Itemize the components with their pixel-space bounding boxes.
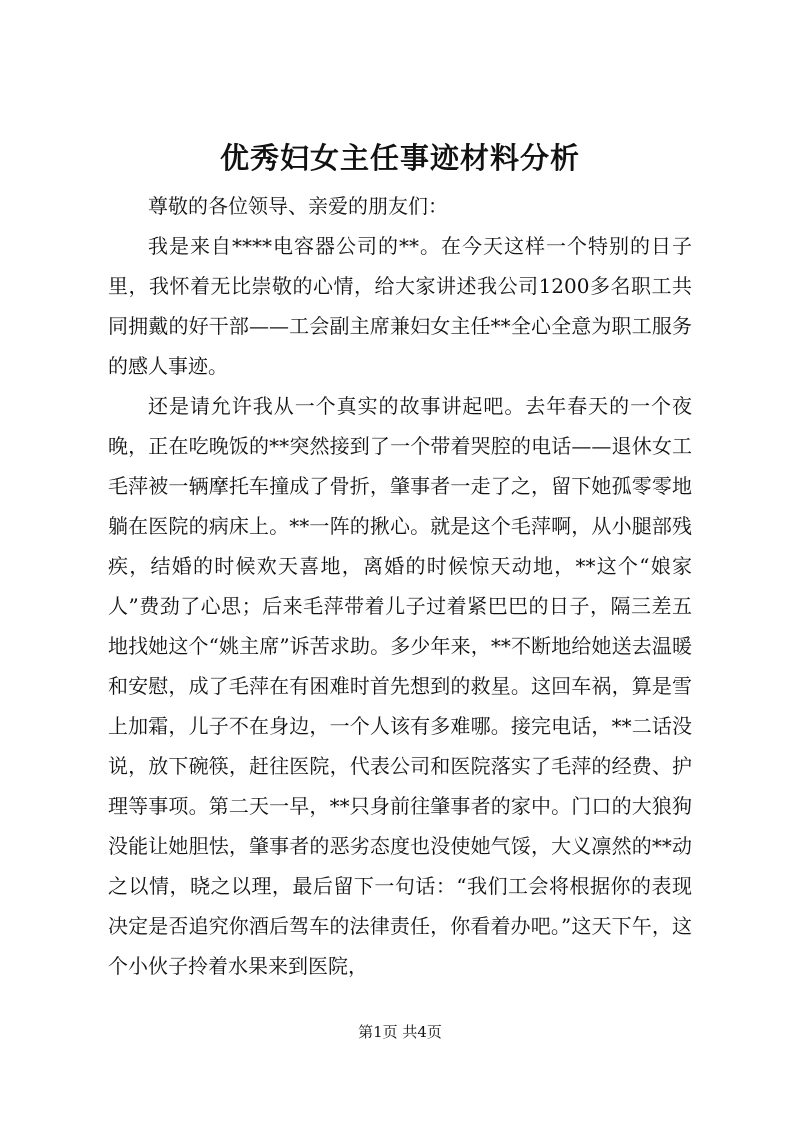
- story-paragraph: 还是请允许我从一个真实的故事讲起吧。去年春天的一个夜晚，正在吃晚饭的**突然接到了一个带着哭腔的电话——退休女工毛萍被一辆摩托车撞成了骨折，肇事者一走了之，留下她孤零零地躺在医院的病床上。**一阵的揪心。就是这个毛萍啊，从小腿部残疾，结婚的时候欢天喜地，离婚的时候惊天动地，**这个“娘家人”费劲了心思；后来毛萍带着儿子过着紧巴巴的日子，隔三差五地找她这个“姚主席”诉苦求助。多少年来，**不断地给她送去温暖和安慰，成了毛萍在有困难时首先想到的救星。这回车祸，算是雪上加霜，儿子不在身边，一个人该有多难哪。接完电话，**二话没说，放下碗筷，赶往医院，代表公司和医院落实了毛萍的经费、护理等事项。第二天一早，**只身前往肇事者的家中。门口的大狼狗没能让她胆怯，肇事者的恶劣态度也没使她气馁，大义凛然的**动之以情，晓之以理，最后留下一句话：“我们工会将根据你的表现决定是否追究你酒后驾车的法律责任，你看着办吧。”这天下午，这个小伙子拎着水果来到医院，: [108, 394, 692, 978]
- page-footer: 第1页 共4页: [358, 1023, 442, 1041]
- document-body: [108, 186, 692, 986]
- document-title: 优秀妇女主任事迹材料分析: [219, 141, 580, 175]
- intro-paragraph: 我是来自****电容器公司的**。在今天这样一个特别的日子里，我怀着无比崇敬的心情，给大家讲述我公司1200多名职工共同拥戴的好干部——工会副主席兼妇女主任**全心全意为职工服务的感人事迹。: [108, 234, 692, 378]
- greeting-paragraph: 尊敬的各位领导、亲爱的朋友们：: [148, 194, 448, 218]
